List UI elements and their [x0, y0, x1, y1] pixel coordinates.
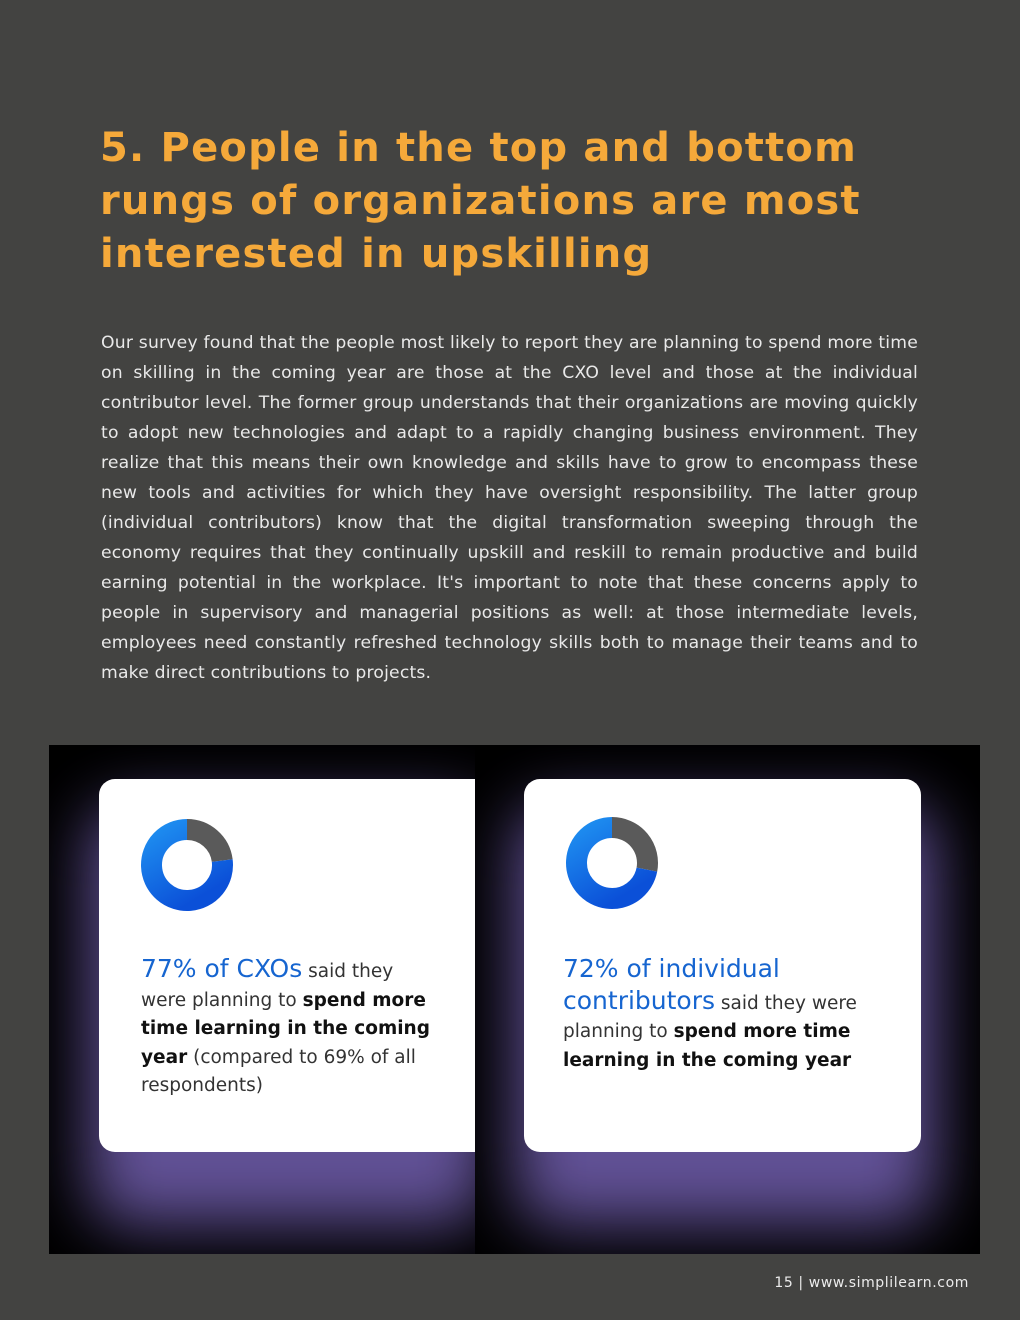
donut-remainder-slice	[612, 828, 648, 870]
stat-text-cxo	[141, 955, 436, 1101]
stat-panel-cxo	[49, 745, 475, 1254]
stat-panel-contributors	[475, 745, 980, 1254]
stat-text-part: said they were planning to	[563, 992, 857, 1042]
stat-card-contributors	[524, 779, 921, 1152]
donut-remainder-slice	[187, 830, 222, 861]
stat-card-cxo	[99, 779, 475, 1152]
stat-text-part: (compared to 69% of all respondents)	[141, 1046, 416, 1096]
stat-highlight: 72% of individual contributors	[563, 954, 780, 1015]
stat-text-part: said they were planning to	[141, 961, 394, 1011]
stat-highlight: 77% of CXOs	[141, 954, 303, 983]
stat-bold: spend more time learning in the coming year	[563, 1021, 852, 1071]
donut-chart-contributors	[564, 815, 660, 911]
stat-bold: spend more time learning in the coming year	[141, 989, 430, 1068]
donut-chart-cxo	[139, 817, 235, 913]
page-footer: 15 | www.simplilearn.com	[774, 1275, 969, 1291]
body-paragraph: Our survey found that the people most likely to report they are planning to spend more time on skilling in the coming year are those at the CXO level and those at the individual contributor level. The former group understands that their organizations are moving quickly to adopt new technologies and adapt to a rapidly changing business environment. They realize that this means their own knowledge and skills have to grow to encompass these new tools and activities for which they have oversight responsibility. The latter group (individual contributors) know that the digital transformation sweeping through the economy requires that they continually upskill and reskill to remain productive and build earning potential in the workplace. It's important to note that these concerns apply to people in supervisory and managerial positions as well: at those intermediate levels, employees need constantly refreshed technology skills both to manage their teams and to make direct contributions to projects.	[101, 333, 918, 683]
stat-text-contributors	[563, 955, 903, 1075]
page-heading: 5. People in the top and bottom rungs of organizations are most interested in upskilling	[100, 125, 861, 277]
